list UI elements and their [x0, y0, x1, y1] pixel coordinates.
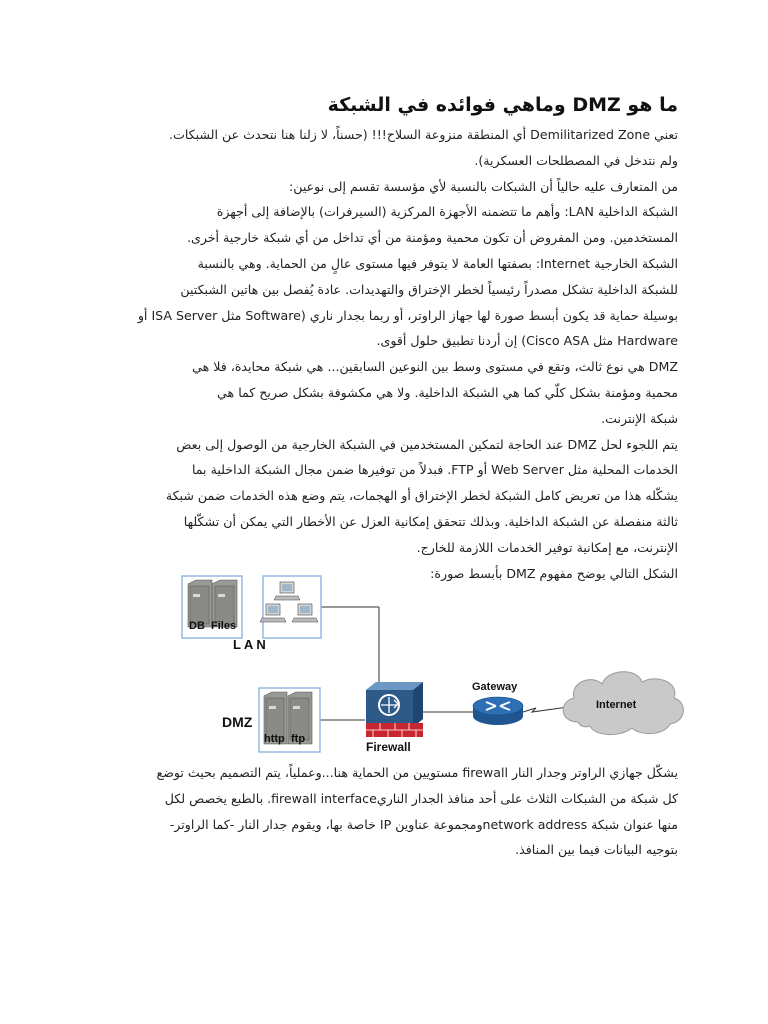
text-line: منها عنوان شبكة network addressومجموعة عناوين IP خاصة بها، ويقوم جدار النار -كما الراوتر-: [169, 816, 678, 832]
text-line: تعني Demilitarized Zone أي المنطقة منزوعة السلاح!!! (حسناً، لا زلنا هنا نتحدث عن الشبكات.: [168, 127, 678, 142]
text-line: Hardware مثل Cisco ASA) إن أردنا تطبيق حلول أقوى.: [376, 333, 678, 349]
text-line: محمية ومؤمنة بشكل كلّي كما هي الشبكة الداخلية. ولا هي مكشوفة بشكل صريح كما هي: [217, 384, 678, 400]
gateway-internet-link: [523, 707, 568, 712]
text-line: بتوجيه البيانات فيما بين المنافذ.: [515, 842, 678, 858]
text-line: شبكة الإنترنت.: [601, 410, 678, 426]
text-line: ولم نتدخل في المصطلحات العسكرية).: [474, 152, 678, 168]
text-line: الشكل التالي يوضح مفهوم DMZ بأبسط صورة:: [430, 565, 678, 581]
dmz-label: DMZ: [222, 714, 253, 730]
dmz-network-diagram: [180, 572, 690, 762]
firewall-explanation: [73, 760, 678, 863]
text-line: الخدمات المحلية مثل Web Server أو FTP. فبدلاً من توفيرها ضمن مجال الشبكة الداخلية بما: [191, 462, 678, 478]
firewall-label: Firewall: [366, 740, 411, 754]
ftp-label: ftp: [291, 733, 306, 745]
gateway-label: Gateway: [472, 681, 518, 693]
text-line: الشبكة الداخلية LAN: وأهم ما تتضمنه الأجهزة المركزية (السيرفرات) بالإضافة إلى أجهزة: [216, 204, 678, 220]
text-line: المستخدمين. ومن المفروض أن تكون محمية ومؤمنة من أي تداخل من أي شبكة خارجية أخرى.: [186, 230, 678, 246]
text-line: كل شبكة من الشبكات الثلاث على أحد منافذ الجدار الناريfirewall interface. بالطبع يخصص لكل: [164, 790, 678, 806]
text-line: يتم اللجوء لحل DMZ عند الحاجة لتمكين المستخدمين في الشبكة الخارجية من الوصول إلى بعض: [176, 436, 678, 452]
db-label: DB: [189, 620, 205, 632]
internet-label: Internet: [596, 699, 637, 711]
text-line: بوسيلة حماية قد يكون أبسط صورة لها جهاز الراوتر، أو ربما بجدار ناري (Software مثل ISA Server أو: [137, 307, 678, 323]
text-line: الإنترنت، مع إمكانية توفير الخدمات اللازمة للخارج.: [416, 539, 678, 555]
files-label: Files: [211, 620, 237, 632]
document-title: ما هو DMZ وماهي فوائده في الشبكة: [327, 94, 678, 116]
text-line: DMZ هي نوع ثالث، وتقع في مستوى وسط بين النوعين السابقين... هي شبكة محايدة، فلا هي: [192, 359, 678, 375]
text-line: يشكّله هذا من تعريض كامل الشبكة لخطر الإختراق أو الهجمات، يتم وضع هذه الخدمات ضمن شبكة: [165, 488, 678, 504]
intro-paragraphs: [73, 122, 678, 586]
firewall-icon: [366, 682, 423, 737]
text-line: يشكّل جهازي الراوتر وجدار النار firewall مستويين من الحماية هنا...وعملياً، يتم التصميم بحيث توضع: [156, 765, 678, 780]
lan-label: L A N: [233, 637, 266, 652]
text-line: الشبكة الخارجية Internet: بصفتها العامة لا يتوفر فيها مستوى عالٍ من الحماية. وهي بالنسبة: [197, 255, 678, 271]
text-line: من المتعارف عليه حالياً أن الشبكات بالنسبة لأي مؤسسة تقسم إلى نوعين:: [288, 178, 678, 194]
text-line: ثالثة منفصلة عن الشبكة الداخلية. وبذلك تتحقق إمكانية العزل عن الأخطار التي يمكن أن تشكّلها: [183, 513, 678, 529]
router-icon: [473, 697, 523, 725]
text-line: للشبكة الداخلية تشكل مصدراً رئيسياً لخطر الإختراق والتهديدات. عادة يُفصل بين هاتين الشبكتين: [180, 281, 678, 297]
http-label: http: [264, 733, 285, 745]
